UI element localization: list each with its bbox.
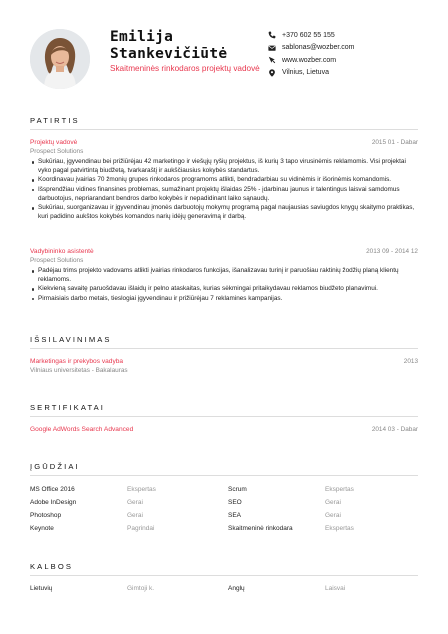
skill-name: SEO xyxy=(228,499,242,506)
location-text: Vilnius, Lietuva xyxy=(282,69,329,76)
list-item: Koordinavau įvairias 70 žmonių grupes rinkodaros programoms atlikti, bendradarbiau su vidinėmis ir išorinėmis komandomis. xyxy=(30,176,416,185)
contact-list xyxy=(268,29,354,79)
section-divider xyxy=(30,475,418,476)
list-item: Sukūriau, įgyvendinau bei prižiūrėjau 42 marketingo ir viešųjų ryšių projektus, iš kurių 3 tapo virusinėmis reklamomis. Visi projektai vyko pagal patvirtintą biudžetą, tvarkaraštį ir aukščiausius kokybės standartus. xyxy=(30,158,416,176)
job-role: Projektų vadovė xyxy=(30,139,78,146)
full-name xyxy=(110,29,227,63)
education-date: 2013 xyxy=(403,358,418,365)
language-level: Laisvai xyxy=(325,585,346,592)
list-item: Sukūriau, suorganizavau ir įgyvendinau įmonės darbuotojų mokymų programą pagal naujausias saviugdos knygų skaitymo praktikas, kuri padidino aukštos kokybės komandos narių idėjų generavimą ir darbą. xyxy=(30,204,416,222)
language-name: Lietuvių xyxy=(30,585,53,592)
skill-row xyxy=(30,512,418,525)
first-name: Emilija xyxy=(110,29,174,45)
certificates-section-title: SERTIFIKATAI xyxy=(30,403,105,412)
job-role: Vadybininko asistentė xyxy=(30,248,94,255)
website-text: www.wozber.com xyxy=(282,56,337,64)
language-level: Gimtoji k. xyxy=(127,585,155,592)
list-item: Padėjau trims projekto vadovams atlikti įvairias rinkodaros funkcijas, išanalizavau turinį ir paruošiau raktinių žodžių planą klientų reklamoms. xyxy=(30,267,416,285)
contact-location xyxy=(268,67,354,79)
skill-level: Ekspertas xyxy=(325,486,354,493)
email-text: sablonas@wozber.com xyxy=(282,44,355,51)
languages-grid xyxy=(30,585,418,598)
contact-email xyxy=(268,42,354,54)
skill-name: SEA xyxy=(228,512,242,519)
section-divider xyxy=(30,416,418,417)
job-company: Prospect Solutions xyxy=(30,257,84,264)
skill-name: Keynote xyxy=(30,525,54,532)
skill-level: Gerai xyxy=(325,512,341,519)
skill-row xyxy=(30,486,418,499)
contact-website xyxy=(268,54,354,66)
skill-name: Skaitmeninė rinkodara xyxy=(228,525,293,532)
list-item: Kiekvieną savaitę paruošdavau išlaidų ir pelno ataskaitas, kurias sėkmingai pritaikydavau reklamos biudžeto planavimui. xyxy=(30,285,416,294)
skill-name: Photoshop xyxy=(30,512,62,519)
skill-level: Pagrindai xyxy=(127,525,155,532)
skill-level: Ekspertas xyxy=(127,486,156,493)
phone-icon xyxy=(268,31,276,39)
location-pin-icon xyxy=(268,69,276,77)
list-item: Išsprendžiau vidines finansines problemas, sumažinant projektų išlaidas 25% - įdarbinau jaunus ir talentingus laisvai samdomus darbuotojus, nepriarandant bendros darbo kokybės ir nepadidinant laiko sąnaudų. xyxy=(30,186,416,204)
job-title: Skaitmeninės rinkodaros projektų vadovė xyxy=(110,64,260,73)
section-divider xyxy=(30,129,418,130)
skill-row xyxy=(30,499,418,512)
skill-level: Gerai xyxy=(127,499,143,506)
contact-phone xyxy=(268,29,354,41)
education-school: Vilniaus universitetas - Bakalauras xyxy=(30,367,128,374)
skill-name: Scrum xyxy=(228,486,247,493)
language-row xyxy=(30,585,418,598)
skill-level: Ekspertas xyxy=(325,525,354,532)
experience-section-title: PATIRTIS xyxy=(30,116,80,125)
last-name: Stankevičiūtė xyxy=(110,46,228,62)
job-date: 2013 09 - 2014 12 xyxy=(366,248,418,255)
certificate-name: Google AdWords Search Advanced xyxy=(30,426,134,433)
skill-level: Gerai xyxy=(127,512,143,519)
skill-name: MS Office 2016 xyxy=(30,486,75,493)
skills-grid xyxy=(30,486,418,538)
skill-row xyxy=(30,525,418,538)
languages-section-title: KALBOS xyxy=(30,562,73,571)
phone-text: +370 602 55 155 xyxy=(282,31,335,39)
language-name: Anglų xyxy=(228,585,245,592)
skill-level: Gerai xyxy=(325,499,341,506)
list-item: Pirmaisiais darbo metais, tieslogiai įgyvendinau ir prižiūrėjau 7 reklamines kampanijas. xyxy=(30,295,416,304)
skill-name: Adobe InDesign xyxy=(30,499,77,506)
certificate-date: 2014 03 - Dabar xyxy=(371,426,418,433)
job-company: Prospect Solutions xyxy=(30,148,84,155)
job-bullets xyxy=(30,158,416,222)
profile-photo xyxy=(30,29,90,89)
section-divider xyxy=(30,575,418,576)
education-section-title: IŠSILAVINIMAS xyxy=(30,335,112,344)
job-bullets xyxy=(30,267,416,304)
job-date: 2015 01 - Dabar xyxy=(371,139,418,146)
education-degree: Marketingas ir prekybos vadyba xyxy=(30,358,124,365)
section-divider xyxy=(30,348,418,349)
skills-section-title: ĮGŪDŽIAI xyxy=(30,462,80,471)
mail-icon xyxy=(268,44,276,52)
link-icon xyxy=(268,56,276,64)
